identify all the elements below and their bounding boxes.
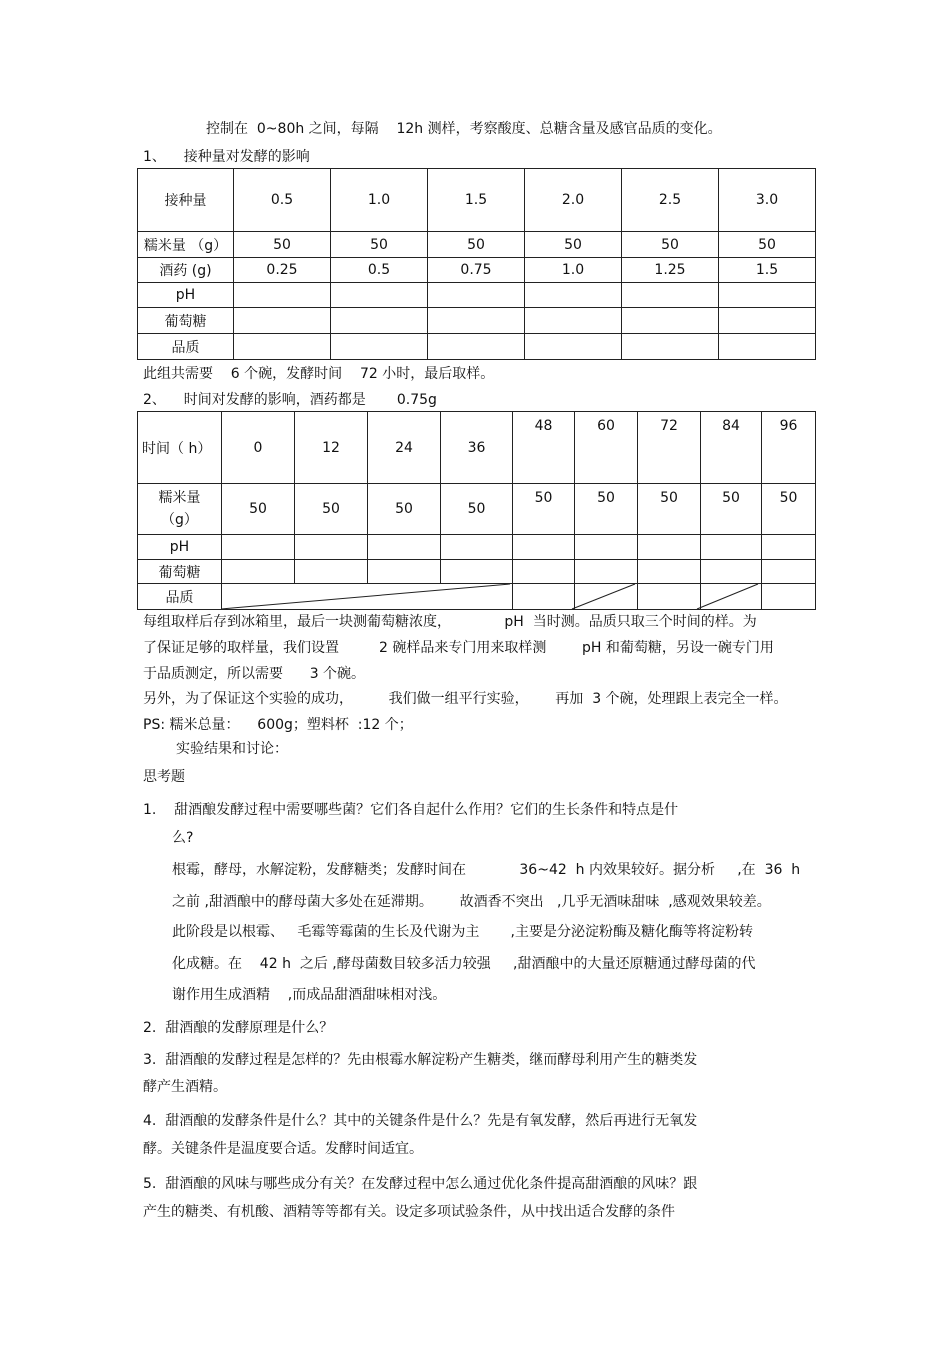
table-cell [368, 560, 441, 584]
table-cell [622, 308, 719, 334]
section1-heading: 1、 接种量对发酵的影响 [143, 149, 310, 165]
table-cell [295, 535, 368, 560]
table-cell: 50 [234, 232, 331, 258]
row-label: 糯米量 （g） [138, 232, 234, 258]
table-row [138, 560, 816, 584]
table-cell [331, 334, 428, 360]
paragraph-line: 另外，为了保证这个实验的成功， 我们做一组平行实验， 再加 3 个碗，处理跟上表完全一样。 [143, 691, 788, 707]
intro-line: 控制在 0~80h 之间，每隔 12h 测样，考察酸度、总糖含量及感官品质的变化。 [206, 121, 722, 137]
table-cell [331, 283, 428, 308]
row-label: 葡萄糖 [138, 560, 222, 584]
time-cell: 12 [295, 412, 368, 484]
table-cell [638, 560, 701, 584]
rice-cell: 50 [701, 484, 762, 535]
time-cell: 60 [575, 412, 638, 484]
row-label: 葡萄糖 [138, 308, 234, 334]
table-cell [719, 283, 816, 308]
rice-cell: 50 [368, 484, 441, 535]
paragraph-line: 于品质测定，所以需要 3 个碗。 [143, 666, 366, 682]
question-5-cont: 产生的糖类、有机酸、酒精等等都有关。设定多项试验条件，从中找出适合发酵的条件 [143, 1204, 675, 1220]
table-cell [701, 560, 762, 584]
table-cell: 50 [622, 232, 719, 258]
table-cell [701, 584, 762, 610]
table-row [138, 412, 816, 484]
table-row [138, 258, 816, 283]
rice-cell: 50 [762, 484, 816, 535]
table-cell [222, 535, 295, 560]
header-cell: 0.5 [234, 169, 331, 232]
question-4-cont: 酵。关键条件是温度要合适。发酵时间适宜。 [143, 1141, 423, 1157]
inoculum-table [137, 168, 816, 360]
table-cell: 0.25 [234, 258, 331, 283]
question-5: 5. 甜酒酿的风味与哪些成分有关？在发酵过程中怎么通过优化条件提高甜酒酿的风味？跟 [143, 1176, 698, 1192]
rice-label-line: 糯米量 [158, 490, 201, 506]
question-4: 4. 甜酒酿的发酵条件是什么？其中的关键条件是什么？先是有氧发酵，然后再进行无氧发 [143, 1113, 698, 1129]
table-row [138, 232, 816, 258]
question-1-cont: 么? [172, 830, 194, 846]
table-cell [513, 560, 575, 584]
table-row [138, 484, 816, 535]
table-cell [428, 283, 525, 308]
table-cell: 0.75 [428, 258, 525, 283]
rice-label-line: （g） [161, 512, 198, 528]
table-cell [762, 584, 816, 610]
rice-cell: 50 [295, 484, 368, 535]
merged-cell [222, 584, 513, 610]
row-label: 酒药 (g) [138, 258, 234, 283]
table-cell: 50 [428, 232, 525, 258]
table-cell: 1.0 [525, 258, 622, 283]
row-label: 品质 [138, 584, 222, 610]
table-cell [222, 560, 295, 584]
table-cell [513, 535, 575, 560]
table-cell [762, 535, 816, 560]
table-row [138, 334, 816, 360]
time-table [137, 411, 816, 610]
table-cell [622, 283, 719, 308]
paragraph-line: 了保证足够的取样量，我们设置 2 碗样品来专门用来取样测 pH 和葡萄糖，另设一碗专门用 [143, 640, 774, 656]
results-heading: 实验结果和讨论： [176, 741, 288, 757]
paragraph-line: PS: 糯米总量： 600g；塑料杯 :12 个； [143, 717, 413, 733]
table-cell [234, 334, 331, 360]
time-cell: 84 [701, 412, 762, 484]
question-2: 2. 甜酒酿的发酵原理是什么？ [143, 1020, 334, 1036]
question-3: 3. 甜酒酿的发酵过程是怎样的？先由根霉水解淀粉产生糖类，继而酵母利用产生的糖类发 [143, 1052, 698, 1068]
time-cell: 0 [222, 412, 295, 484]
answer-line: 化成糖。在 42 h 之后 ,酵母菌数目较多活力较强 ,甜酒酿中的大量还原糖通过酵母菌的代 [172, 956, 756, 972]
table-cell [441, 560, 513, 584]
answer-line: 根霉，酵母，水解淀粉，发酵糖类；发酵时间在 36~42 h 内效果较好。据分析 ,在 36 h [172, 862, 801, 878]
table-cell [234, 283, 331, 308]
question-3-cont: 酵产生酒精。 [143, 1079, 227, 1095]
header-cell: 1.5 [428, 169, 525, 232]
section2-heading: 2、 时间对发酵的影响，酒药都是 0.75g [143, 392, 437, 408]
table-row [138, 584, 816, 610]
table-row [138, 169, 816, 232]
table-cell [719, 308, 816, 334]
section1-note: 此组共需要 6 个碗，发酵时间 72 小时，最后取样。 [143, 366, 495, 382]
row-label: pH [138, 535, 222, 560]
table-cell [525, 334, 622, 360]
table-cell [701, 535, 762, 560]
time-cell: 48 [513, 412, 575, 484]
question-1: 1. 甜酒酿发酵过程中需要哪些菌？它们各自起什么作用？它们的生长条件和特点是什 [143, 802, 679, 818]
table-cell [513, 584, 575, 610]
table-cell [234, 308, 331, 334]
time-cell: 96 [762, 412, 816, 484]
table-cell: 1.5 [719, 258, 816, 283]
table-cell [575, 584, 638, 610]
table-cell [575, 535, 638, 560]
table-cell [762, 560, 816, 584]
time-label: 时间（ h） [138, 412, 222, 484]
table-cell [525, 283, 622, 308]
row-label: pH [138, 283, 234, 308]
answer-line: 之前 ,甜酒酿中的酵母菌大多处在延滞期。 故酒香不突出 ,几乎无酒味甜味 ,感观效果较差。 [172, 894, 771, 910]
table-cell [638, 584, 701, 610]
paragraph-line: 每组取样后存到冰箱里，最后一块测葡萄糖浓度， pH 当时测。品质只取三个时间的样。为 [143, 614, 757, 630]
time-cell: 72 [638, 412, 701, 484]
questions-heading: 思考题 [143, 769, 185, 785]
table-row [138, 308, 816, 334]
answer-line: 此阶段是以根霉、 毛霉等霉菌的生长及代谢为主 ,主要是分泌淀粉酶及糖化酶等将淀粉转 [172, 924, 753, 940]
table-cell [368, 535, 441, 560]
header-cell: 1.0 [331, 169, 428, 232]
header-cell: 3.0 [719, 169, 816, 232]
time-cell: 36 [441, 412, 513, 484]
row-label: 品质 [138, 334, 234, 360]
table-cell [428, 334, 525, 360]
rice-label [138, 484, 222, 535]
table-cell [525, 308, 622, 334]
table-cell: 50 [719, 232, 816, 258]
table-row [138, 283, 816, 308]
table-cell [622, 334, 719, 360]
rice-cell: 50 [575, 484, 638, 535]
header-cell: 2.0 [525, 169, 622, 232]
table-cell [428, 308, 525, 334]
header-cell: 接种量 [138, 169, 234, 232]
time-cell: 24 [368, 412, 441, 484]
rice-cell: 50 [638, 484, 701, 535]
table-cell [295, 560, 368, 584]
table-row [138, 535, 816, 560]
table-cell [441, 535, 513, 560]
rice-cell: 50 [513, 484, 575, 535]
rice-cell: 50 [222, 484, 295, 535]
table-cell [575, 560, 638, 584]
table-cell: 50 [525, 232, 622, 258]
rice-cell: 50 [441, 484, 513, 535]
table-cell [638, 535, 701, 560]
answer-line: 谢作用生成酒精 ,而成品甜酒甜味相对浅。 [172, 987, 447, 1003]
header-cell: 2.5 [622, 169, 719, 232]
table-cell: 0.5 [331, 258, 428, 283]
table-cell: 50 [331, 232, 428, 258]
table-cell [719, 334, 816, 360]
table-cell: 1.25 [622, 258, 719, 283]
table-cell [331, 308, 428, 334]
